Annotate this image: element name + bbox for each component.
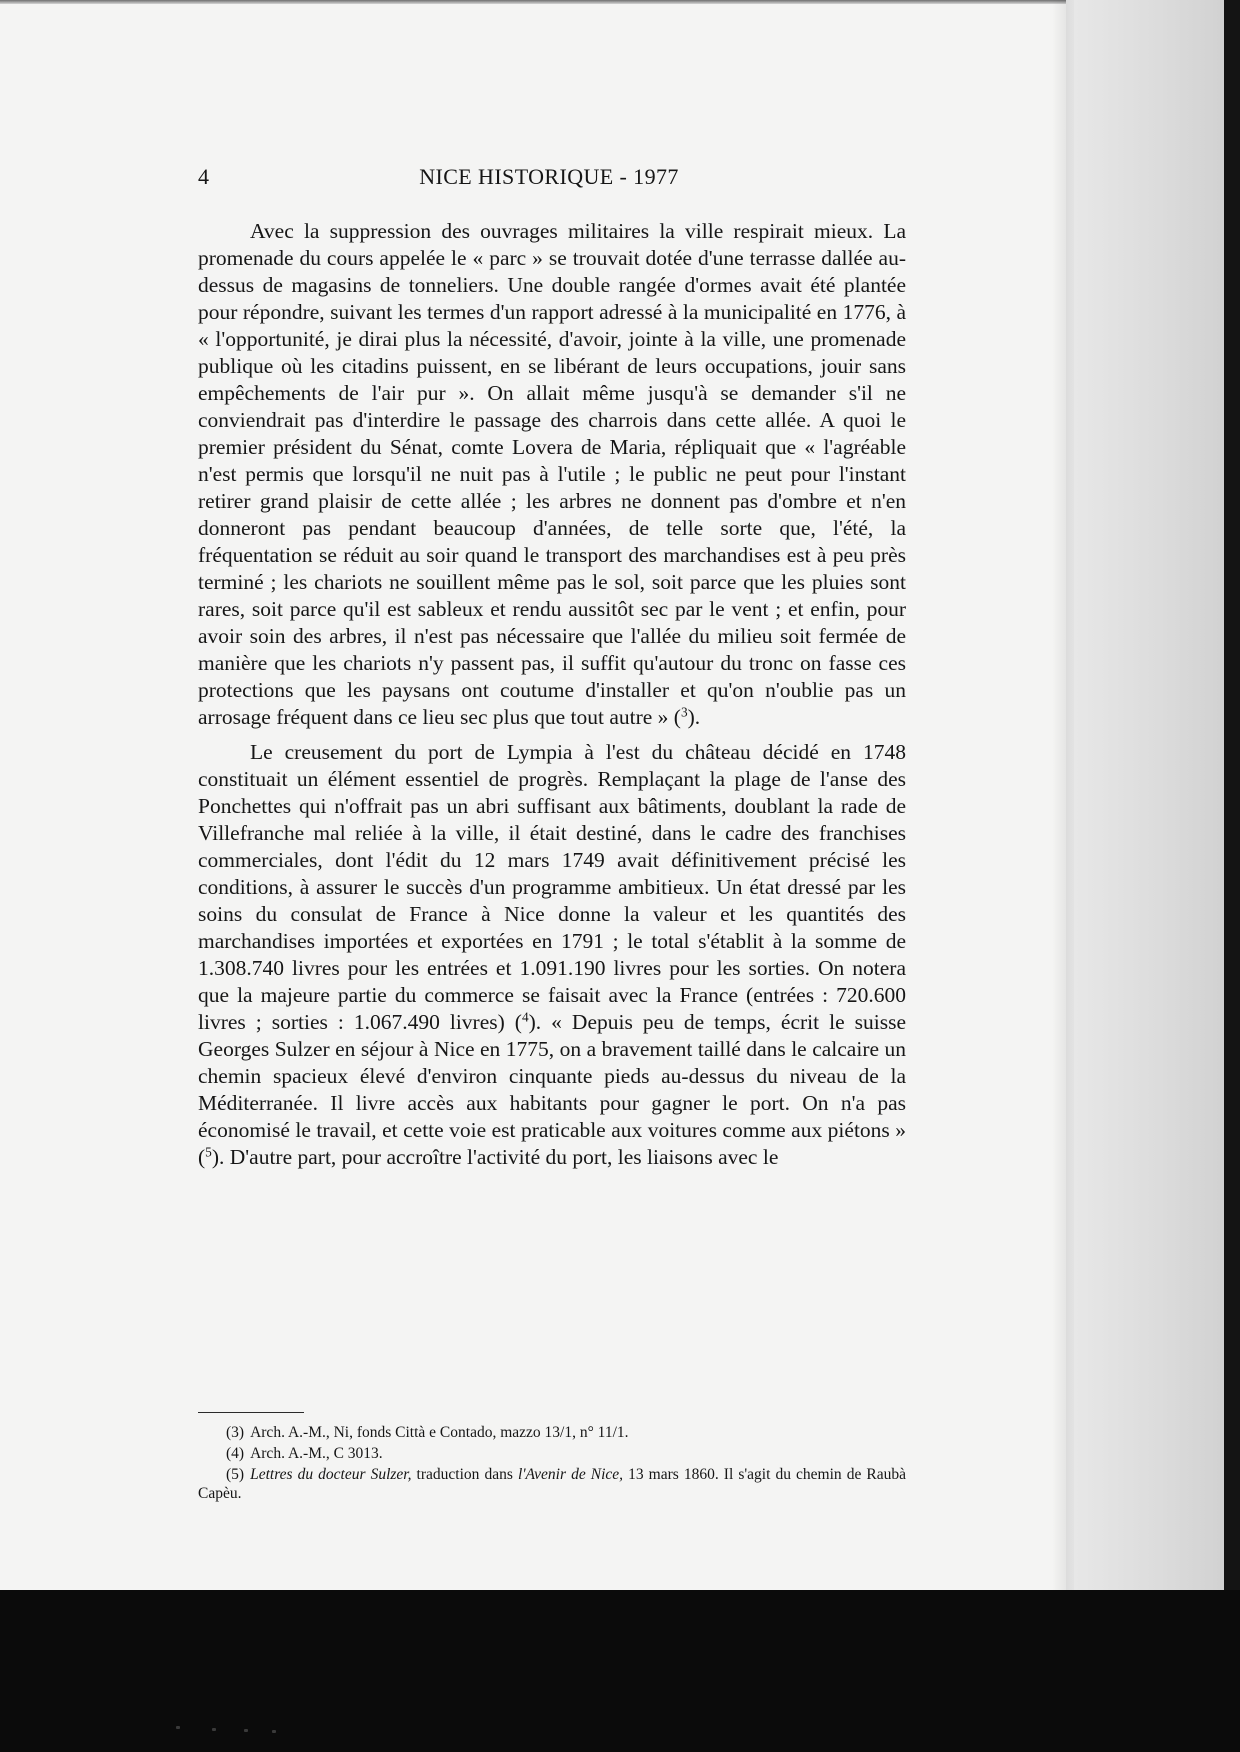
paragraph-text: Avec la suppression des ouvrages militaires la ville respirait mieux. La promenade du cours appelée le « parc » se trouvait dotée d'une terrasse dallée au-dessus de magasins de tonneliers. Une double rangée d'ormes avait été plantée pour répondre, suivant les termes d'un rapport adressé à la municipalité en 1776, à « l'opportunité, je dirai plus la nécessité, d'avoir, jointe à la ville, une promenade publique où les citadins puissent, en se libérant de leurs occupations, jouir sans empêchements de l'air pur ». On allait même jusqu'à se demander s'il ne conviendrait pas d'interdire le passage des charrois dans cette allée. A quoi le premier président du Sénat, comte Lovera de Maria, répliquait que « l'agréable n'est permis que lorsqu'il ne nuit pas à l'utile ; le public ne peut pour l'instant retirer grand plaisir de cette allée ; les arbres ne donnent pas d'ombre et n'en donneront pas pendant beaucoup d'années, de telle sorte que, l'été, la fréquentation se réduit au soir quand le transport des marchandises est à peu près terminé ; les chariots ne souillent même pas le sol, soit parce que les pluies sont rares, soit parce qu'il est sableux et rendu aussitôt sec par le vent ; et enfin, pour avoir soin des arbres, il n'est pas nécessaire que l'allée du milieu soit fermée de manière que les chariots n'y passent pas, il suffit qu'autour du tronc on fasse ces protections que les paysans ont coutume d'installer et qu'on n'oublie pas un arrosage fréquent dans ce lieu sec plus que tout autre » ( [198,219,906,729]
footnote [198,1465,906,1503]
bottom-dark-band [0,1590,1240,1752]
footnote-text: traduction dans [411,1466,518,1483]
footnote-ref[interactable]: 3 [680,704,688,720]
footnote-text: 13 mars 1860. Il s'agit du chemin de Raubà Capèu. [198,1466,906,1502]
paragraph-text: ). « Depuis peu de temps, écrit le suisse Georges Sulzer en séjour à Nice en 1775, on a bravement taillé dans le calcaire un chemin spacieux élevé d'environ cinquante pieds au-dessus du niveau de la Méditerranée. Il livre accès aux habitants pour gagner le port. On n'a pas économisé le travail, et cette voie est praticable aux voitures comme aux piétons » ( [198,1010,906,1169]
footnote-text: Arch. A.-M., Ni, fonds Città e Contado, mazzo 13/1, n° 11/1. [250,1424,629,1441]
footnote-number: (4) [226,1445,245,1462]
footnote-text: Arch. A.-M., C 3013. [250,1445,383,1462]
page-number: 4 [198,164,209,189]
footnote-number: (3) [226,1424,245,1441]
footnote-rule [198,1412,304,1413]
footnote-italic-title: Lettres du docteur Sulzer, [250,1466,412,1483]
right-dark-edge [1224,0,1240,1752]
page-gutter [1060,0,1240,1590]
paragraph-text: ). D'autre part, pour accroître l'activité du port, les liaisons avec le [211,1145,779,1169]
footnote-ref[interactable]: 4 [521,1009,529,1025]
footnotes [198,1412,906,1505]
scan-noise [272,1730,276,1733]
page-edge-shadow [1052,0,1074,1590]
paragraph [198,739,906,1171]
scan-noise [244,1729,248,1732]
paragraph [198,218,906,731]
footnote [198,1444,906,1463]
paragraph-tail: ). [687,705,701,729]
running-title: NICE HISTORIQUE - 1977 [419,164,679,189]
page-header [198,164,900,198]
scan-noise [176,1726,180,1729]
footnote-ref[interactable]: 5 [205,1144,212,1160]
top-scan-edge [0,0,1066,4]
footnote-number: (5) [226,1466,245,1483]
footnote [198,1423,906,1442]
paragraph-text: Le creusement du port de Lympia à l'est du château décidé en 1748 constituait un élément essentiel de progrès. Remplaçant la plage de l'anse des Ponchettes qui n'offrait pas un abri suffisant aux bâtiments, doublant la rade de Villefranche mal reliée à la ville, il était destiné, dans le cadre des franchises commerciales, dont l'édit du 12 mars 1749 avait définitivement précisé les conditions, à assurer le succès d'un programme ambitieux. Un état dressé par les soins du consulat de France à Nice donne la valeur et les quantités des marchandises importées et exportées en 1791 ; le total s'établit à la somme de 1.308.740 livres pour les entrées et 1.091.190 livres pour les sorties. On notera que la majeure partie du commerce se faisait avec la France (entrées : 720.600 livres ; sorties : 1.067.490 livres) ( [198,740,906,1034]
body-text [198,218,906,1171]
scan-noise [212,1728,216,1731]
footnote-italic-title: l'Avenir de Nice, [517,1466,624,1483]
